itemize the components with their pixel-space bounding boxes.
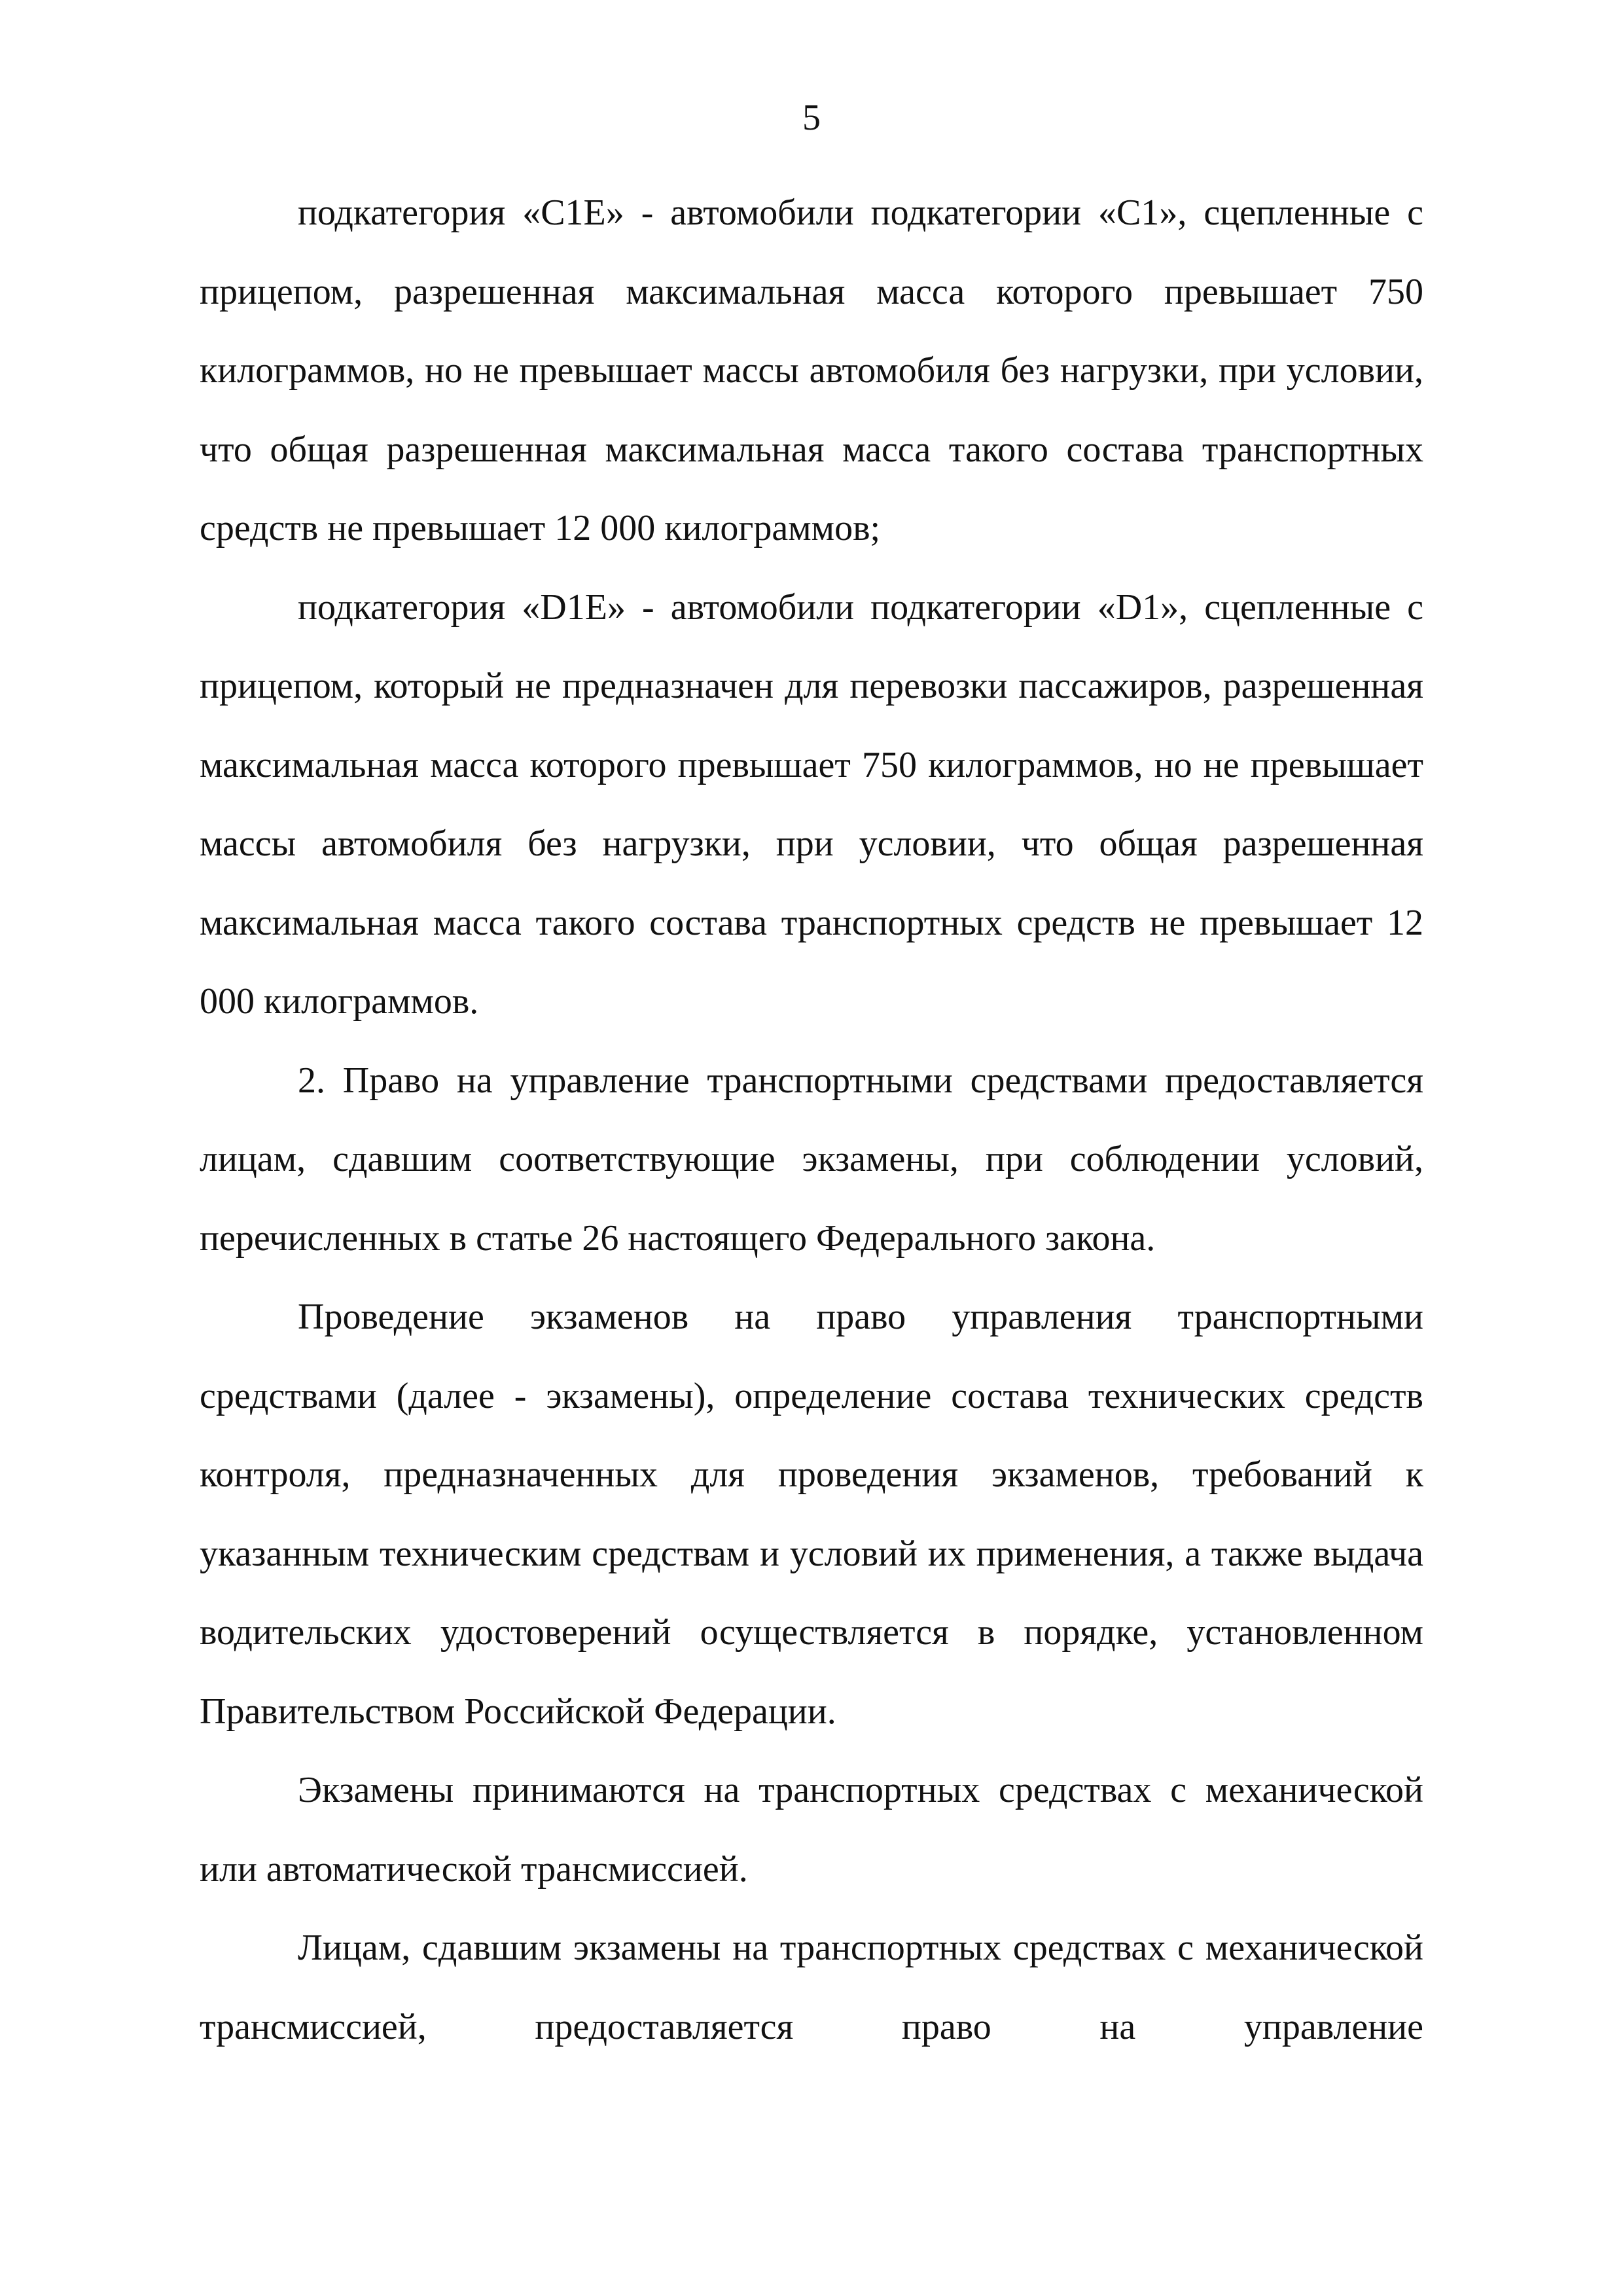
paragraph-exams-transmission: Экзамены принимаются на транспортных средствах с механической или автоматической трансмиссией.	[200, 1770, 1423, 1890]
paragraph-manual-transmission: Лицам, сдавшим экзамены на транспортных средствах с механической трансмиссией, предоставляется право на управление	[200, 1928, 1423, 2047]
document-body	[200, 173, 1423, 2066]
paragraph-c1e: подкатегория «C1E» - автомобили подкатегории «C1», сцепленные с прицепом, разрешенная максимальная масса которого превышает 750 килограммов, но не превышает массы автомобиля без нагрузки, при условии, что общая разрешенная максимальная масса такого состава транспортных средств не превышает 12 000 килограммов;	[200, 192, 1423, 548]
paragraph-d1e: подкатегория «D1E» - автомобили подкатегории «D1», сцепленные с прицепом, который не предназначен для перевозки пассажиров, разрешенная максимальная масса которого превышает 750 килограммов, но не превышает массы автомобиля без нагрузки, при условии, что общая разрешенная максимальная масса такого состава транспортных средств не превышает 12 000 килограммов.	[200, 586, 1423, 1022]
paragraph-exams-procedure: Проведение экзаменов на право управления транспортными средствами (далее - экзамены), определение состава технических средств контроля, предназначенных для проведения экзаменов, требований к указанным техническим средствам и условий их применения, а также выдача водительских удостоверений осуществляется в порядке, установленном Правительством Российской Федерации.	[200, 1297, 1423, 1732]
page-number: 5	[802, 98, 821, 138]
paragraph-driving-right: 2. Право на управление транспортными средствами предоставляется лицам, сдавшим соответствующие экзамены, при соблюдении условий, перечисленных в статье 26 настоящего Федерального закона.	[200, 1060, 1423, 1259]
